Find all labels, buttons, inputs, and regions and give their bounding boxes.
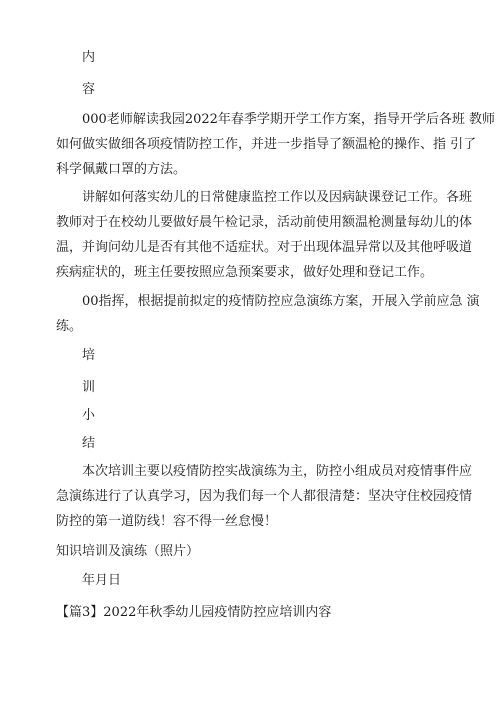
heading-summary-char-1: 培 (82, 348, 96, 363)
heading-summary-char-2: 训 (82, 380, 96, 395)
paragraph-line: 000老师解读我园2022年春季学期开学工作方案，指导开学后各班 教师 (82, 112, 496, 127)
heading-summary-char-4: 结 (82, 436, 96, 451)
paragraph-line: 疾病症状的，班主任要按照应急预案要求，做好处理和登记工作。 (56, 265, 434, 280)
paragraph-line: 如何做实做细各项疫情防控工作，并进一步指导了额温枪的操作、指 引了 (56, 137, 477, 152)
paragraph-line: 科学佩戴口罩的方法。 (56, 162, 187, 177)
paragraph-line: 急演练进行了认真学习，因为我们每一个人都很清楚：坚决守住校园疫情 (56, 489, 473, 504)
paragraph-line: 温，并询问幼儿是否有其他不适症状。对于出现体温异常以及其他呼吸道 (56, 240, 473, 255)
date-line: 年月日 (82, 573, 122, 588)
heading-content-char-2: 容 (82, 82, 96, 97)
paragraph-line: 本次培训主要以疫情防控实战演练为主，防控小组成员对疫情事件应 (82, 464, 473, 479)
paragraph-line: 防控的第一道防线！容不得一丝怠慢！ (56, 514, 278, 529)
heading-summary-char-3: 小 (82, 408, 96, 423)
paragraph-line: 讲解如何落实幼儿的日常健康监控工作以及因病缺课登记工作。各班 (82, 190, 473, 205)
paragraph-line: 教师对于在校幼儿要做好晨午检记录，活动前使用额温枪测量每幼儿的体 (56, 215, 473, 230)
paragraph-line: 00指挥，根据提前拟定的疫情防控应急演练方案，开展入学前应急 演 (82, 294, 480, 309)
next-section-title: 【篇3】2022年秋季幼儿园疫情防控应培训内容 (56, 605, 332, 620)
paragraph-line: 练。 (56, 319, 83, 334)
heading-content-char-1: 内 (82, 50, 96, 65)
photo-caption: 知识培训及演练（照片） (56, 544, 200, 559)
